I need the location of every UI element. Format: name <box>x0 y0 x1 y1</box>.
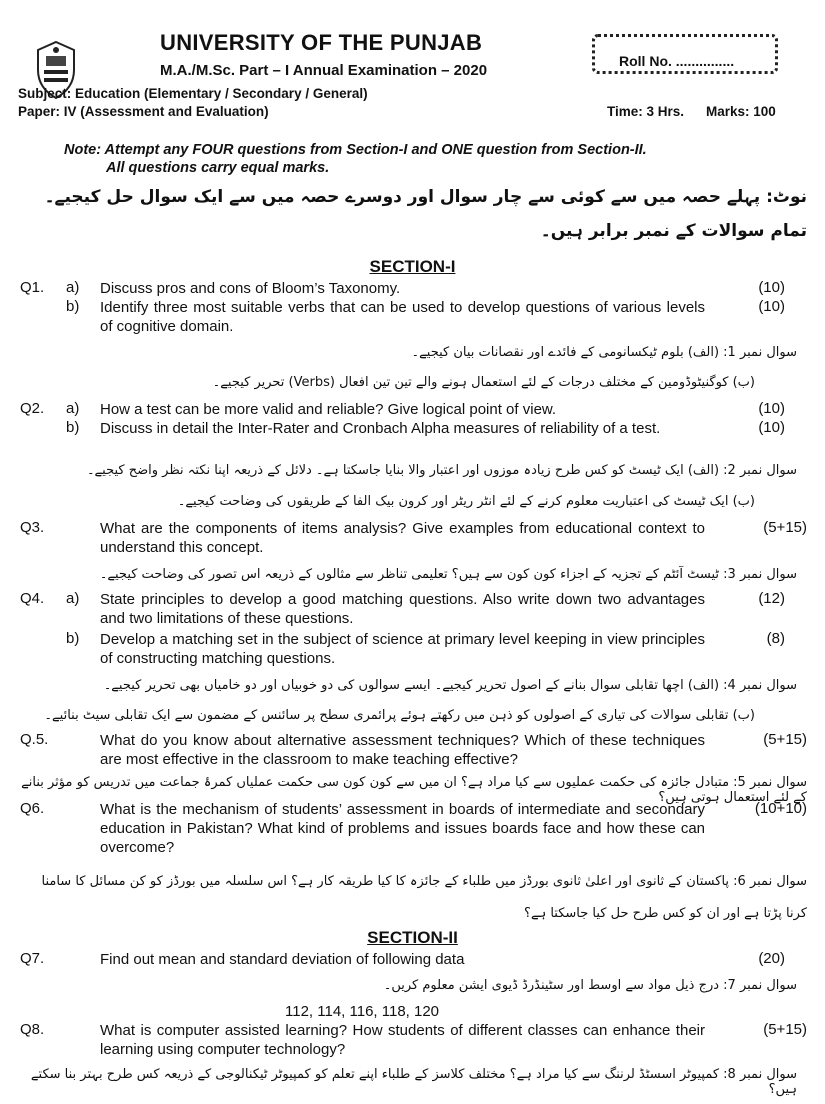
q1-urdu-b: (ب) کوگنیٹوڈومین کے مختلف درجات کے لئے استعمال ہونے والے تین تین افعال (Verbs) تحریر کیجیے۔ <box>212 375 755 390</box>
q2b-part: b) <box>66 419 80 436</box>
q8-marks: (5+15) <box>763 1021 807 1038</box>
section-1-heading: SECTION-I <box>369 257 456 276</box>
instructions-note <box>64 141 647 177</box>
q8-number: Q8. <box>20 1021 45 1038</box>
q7-number: Q7. <box>20 950 45 967</box>
q2a-marks: (10) <box>758 400 785 417</box>
q4-number: Q4. a) <box>20 590 80 607</box>
section-2-heading: SECTION-II <box>367 928 458 947</box>
q2b-text: Discuss in detail the Inter-Rater and Cronbach Alpha measures of reliability of a test. <box>100 420 661 437</box>
q1b-marks: (10) <box>758 298 785 315</box>
q6-urdu: سوال نمبر 6: پاکستان کے ثانوی اور اعلیٰ ثانوی بورڈز میں طلباء کے جائزہ کا کیا طریقہ کار ہے؟ اس سلسلہ میں بورڈز کو کن مسائل کا سامنا کرنا پڑتا ہے اور ان کو کس طرح حل کیا جاسکتا ہے؟ <box>41 874 807 921</box>
q8-text: What is computer assisted learning? How students of different classes can enhance their learning using computer technology? <box>100 1022 705 1058</box>
q5-text: What do you know about alternative assessment techniques? Which of these techniques are most effective in the classroom to make teaching effective? <box>100 732 705 768</box>
note-line-2: All questions carry equal marks. <box>106 160 330 176</box>
q2-urdu-a: سوال نمبر 2: (الف) ایک ٹیسٹ کو کس طرح زیادہ موزوں اور اعتبار والا بنایا جاسکتا ہے۔ دلائل کے ذریعہ اپنا نکتہ نظر واضح کیجیے۔ <box>86 463 797 478</box>
q3-marks: (5+15) <box>763 519 807 536</box>
q7-marks: (20) <box>758 950 785 967</box>
q7-urdu: سوال نمبر 7: درج ذیل مواد سے اوسط اور سٹینڈرڈ ڈیوی ایشن معلوم کریں۔ <box>383 978 797 993</box>
time-label: Time: 3 Hrs. <box>607 104 685 119</box>
university-title: UNIVERSITY OF THE PUNJAB <box>160 30 483 55</box>
q3-text: What are the components of items analysis? Give examples from educational context to understand this concept. <box>100 520 705 556</box>
q5-marks: (5+15) <box>763 731 807 748</box>
q7-data-values: 112, 114, 116, 118, 120 <box>285 1003 440 1020</box>
q3-number: Q3. <box>20 519 45 536</box>
q1a-text: Discuss pros and cons of Bloom’s Taxonomy. <box>100 280 401 297</box>
urdu-note: نوٹ: پہلے حصہ میں سے کوئی سے چار سوال اور دوسرے حصہ میں سے ایک سوال حل کیجیے۔ تمام سوالات کے نمبر برابر ہیں۔ <box>44 187 807 241</box>
q4a-text: State principles to develop a good matching questions. Also write down two advantages and two limitations of these questions. <box>100 591 705 627</box>
q6-text: What is the mechanism of students’ assessment in boards of intermediate and secondary education in Pakistan? What kind of problems and issues boards face and how these can overcome? <box>100 801 705 856</box>
subject-line: Subject: Education (Elementary / Secondary / General) <box>18 86 368 101</box>
q4b-part: b) <box>66 630 80 647</box>
q5-urdu: سوال نمبر 5: متبادل جائزہ کی حکمت عملیوں سے کیا مراد ہے؟ ان میں سے کون کون سی حکمت عملیاں کمرۂ جماعت میں تدریس کو مؤثر بنانے کے لئے استعمال ہوتی ہیں؟ <box>21 775 807 805</box>
q2-number: Q2. a) <box>20 400 80 417</box>
paper-line: Paper: IV (Assessment and Evaluation) <box>18 104 269 119</box>
note-line-1: Note: Attempt any FOUR questions from Section-I and ONE question from Section-II. <box>64 142 647 158</box>
q4b-text: Develop a matching set in the subject of science at primary level keeping in view principles of constructing matching questions. <box>100 631 705 667</box>
q1a-marks: (10) <box>758 279 785 296</box>
q4b-marks: (8) <box>766 630 785 647</box>
q4a-marks: (12) <box>758 590 785 607</box>
q4-urdu-a: سوال نمبر 4: (الف) اچھا تقابلی سوال بنانے کے اصول تحریر کیجیے۔ ایسے سوالوں کی دو خوبیاں اور دو خامیاں بھی تحریر کیجیے۔ <box>103 678 797 693</box>
q7-text: Find out mean and standard deviation of following data <box>100 951 465 968</box>
q5-number: Q.5. <box>20 731 49 748</box>
q1b-text: Identify three most suitable verbs that can be used to develop questions of various levels of cognitive domain. <box>100 299 705 335</box>
q4-urdu-b: (ب) تقابلی سوالات کی تیاری کے اصولوں کو ذہن میں رکھتے ہوئے پرائمری سطح پر سائنس کے مضمون سے ایک تقابلی سیٹ بنائیے۔ <box>44 708 755 723</box>
q8-urdu: سوال نمبر 8: کمپیوٹر اسسٹڈ لرننگ سے کیا مراد ہے؟ مختلف کلاسز کے طلباء اپنے تعلم کو کمپیوٹر ٹیکنالوجی کے ذریعہ کس طرح بہتر بنا سکتے ہیں؟ <box>30 1067 797 1097</box>
exam-title: M.A./M.Sc. Part – I Annual Examination – 2020 <box>160 62 488 79</box>
q2-urdu-b: (ب) ایک ٹیسٹ کی اعتباریت معلوم کرنے کے لئے انٹر ریٹر اور کرون بیک الفا کے طریقوں کی وضاحت کیجیے۔ <box>177 494 755 509</box>
q3-urdu: سوال نمبر 3: ٹیسٹ آئٹم کے تجزیہ کے اجزاء کون کون سے ہیں؟ تعلیمی تناظر سے مثالوں کے ذریعہ اس تصور کی وضاحت کیجیے۔ <box>99 567 797 582</box>
q2b-marks: (10) <box>758 419 785 436</box>
q2a-text: How a test can be more valid and reliable? Give logical point of view. <box>100 401 557 418</box>
q1b-part: b) <box>66 298 80 315</box>
q1-urdu-a: سوال نمبر 1: (الف) بلوم ٹیکسانومی کے فائدے اور نقصانات بیان کیجیے۔ <box>411 345 797 360</box>
marks-label: Marks: 100 <box>706 104 776 119</box>
q6-marks: (10+10) <box>754 800 807 817</box>
q6-number: Q6. <box>20 800 45 817</box>
q1-number: Q1. a) <box>20 279 80 296</box>
roll-number-box: Roll No. ............... <box>592 34 778 74</box>
